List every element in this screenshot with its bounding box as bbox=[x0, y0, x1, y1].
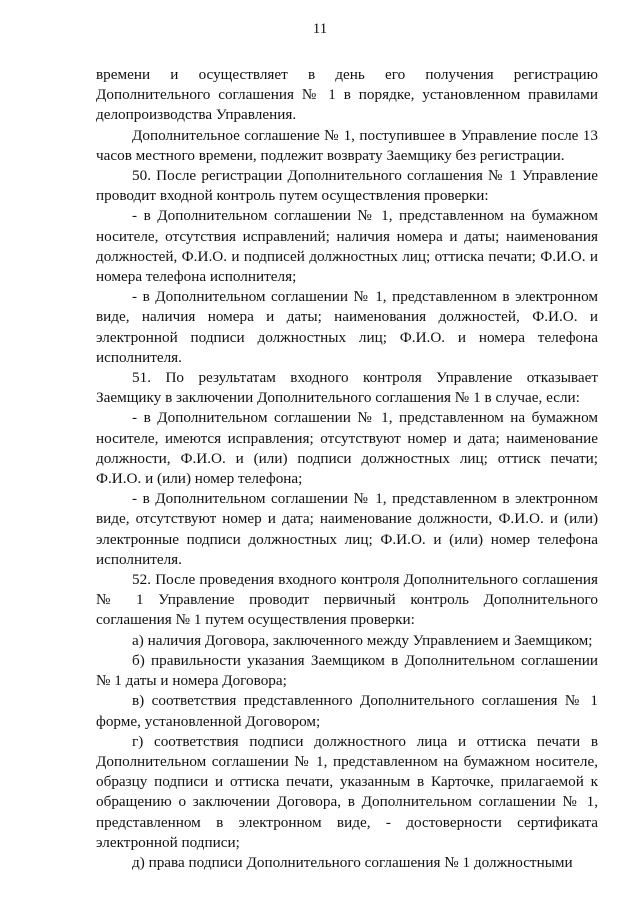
paragraph-return-rule: Дополнительное соглашение № 1, поступившее в Управление после 13 часов местного времени, подлежит возврату Заемщику без регистрации. bbox=[96, 126, 598, 164]
list-item-g: г) соответствия подписи должностного лица и оттиска печати в Дополнительном соглашении № 1, представленном на бумажном носителе, образцу подписи и оттиска печати, указанным в Карточке, прилагаемой к обращению о заключении Договора, в Дополнительном соглашении № 1, представленном в электронном виде, - достоверности сертификата электронной подписи; bbox=[96, 732, 598, 851]
list-item-b: б) правильности указания Заемщиком в Дополнительном соглашении № 1 даты и номера Договора; bbox=[96, 651, 598, 690]
list-item-a: а) наличия Договора, заключенного между Управлением и Заемщиком; bbox=[132, 631, 593, 649]
paragraph-51: 51. По результатам входного контроля Управление отказывает Заемщику в заключении Дополнительного соглашения № 1 в случае, если: bbox=[96, 369, 598, 407]
list-item-paper-check: - в Дополнительном соглашении № 1, представленном на бумажном носителе, отсутствия исправлений; наличия номера и даты; наименования должностей, Ф.И.О. и подписей должностных лиц; оттиска печати; Ф.И.О. и номера телефона исполнителя; bbox=[96, 207, 598, 286]
list-item-d: д) права подписи Дополнительного соглашения № 1 должностными bbox=[132, 853, 573, 871]
list-item-electronic-check: - в Дополнительном соглашении № 1, представленном в электронном виде, наличия номера и даты; наименования должностей, Ф.И.О. и электронной подписи должностных лиц; Ф.И.О. и номера телефона исполнителя. bbox=[96, 288, 598, 366]
paragraph-52: 52. После проведения входного контроля Дополнительного соглашения № 1 Управление проводит первичный контроль Дополнительного соглашения № 1 путем осуществления проверки: bbox=[96, 571, 598, 629]
paragraph-50: 50. После регистрации Дополнительного соглашения № 1 Управление проводит входной контроль путем осуществления проверки: bbox=[96, 167, 598, 205]
list-item-electronic-refusal: - в Дополнительном соглашении № 1, представленном в электронном виде, отсутствуют номер и дата; наименование должности, Ф.И.О. и (или) электронные подписи должностных лиц; Ф.И.О. и (или) номер телефона исполнителя. bbox=[96, 490, 598, 568]
paragraph-continuation: времени и осуществляет в день его получения регистрацию Дополнительного соглашения № 1 в порядке, установленном правилами делопроизводства Управления. bbox=[96, 66, 598, 124]
list-item-v: в) соответствия представленного Дополнительного соглашения № 1 форме, установленной Договором; bbox=[96, 692, 598, 730]
page-number: 11 bbox=[312, 21, 328, 37]
list-item-paper-refusal: - в Дополнительном соглашении № 1, представленном на бумажном носителе, имеются исправления; отсутствуют номер и дата; наименование должности, Ф.И.О. и (или) подписи должностных лиц; оттиск печати; Ф.И.О. и (или) номер телефона; bbox=[96, 409, 598, 488]
document-body bbox=[96, 65, 598, 873]
